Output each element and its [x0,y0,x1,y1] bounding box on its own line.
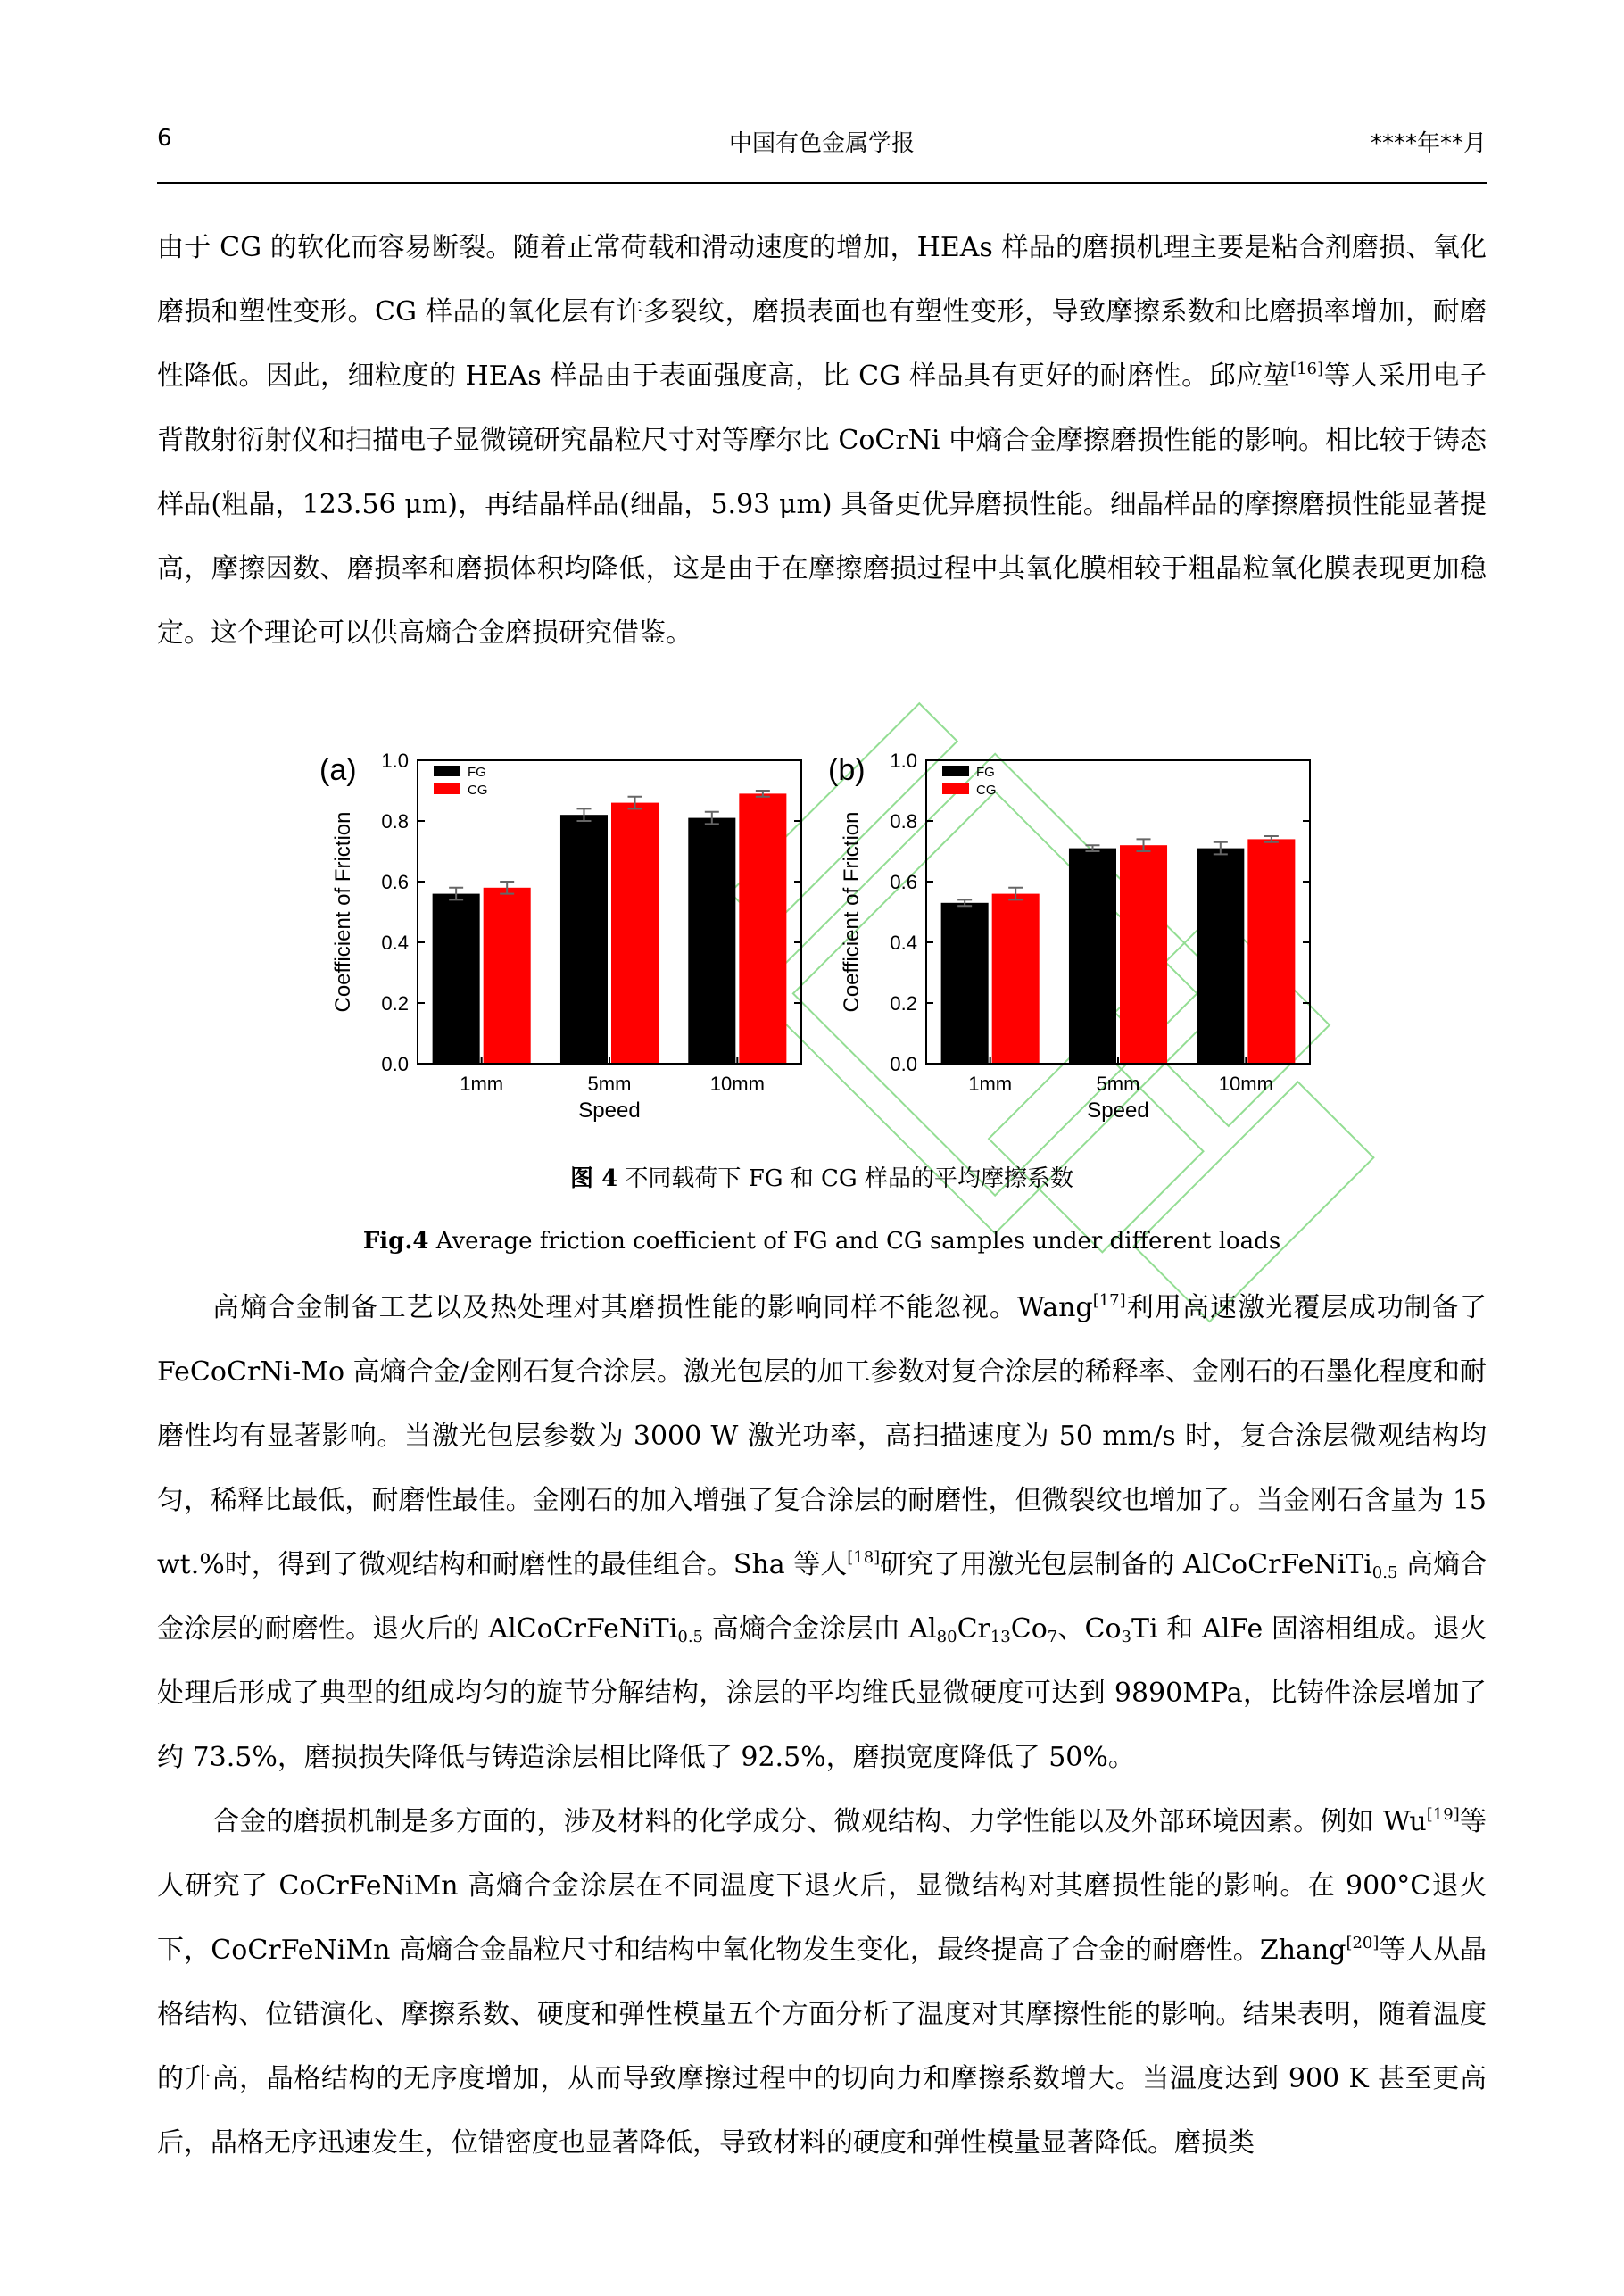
y-tick-label: 0.0 [381,1053,409,1075]
subscript: 0.5 [677,1628,704,1646]
figure-caption-en-text: Average friction coefficient of FG and CG samples under different loads [428,1228,1281,1255]
paragraph-2-text-a: 高熵合金制备工艺以及热处理对其磨损性能的影响同样不能忽视。Wang [212,1292,1093,1323]
y-tick-label: 0.6 [381,871,409,893]
panel-label: (a) [319,753,357,787]
paragraph-3-text-b: 等人研究了 CoCrFeNiMn 高熵合金涂层在不同温度下退火后，显微结构对其磨损性能的影响。在 900°C退火下，CoCrFeNiMn 高熵合金晶粒尺寸和结构中氧化物发生变化，最终提高了合金的耐磨性。Zhang [157,1806,1487,1966]
panel-label: (b) [828,753,866,787]
legend-swatch [942,783,969,794]
paragraph-2-text-f: Cr [957,1613,990,1645]
chart-panel-b [821,741,1330,1142]
legend-swatch [942,766,969,776]
bar [611,803,659,1064]
paragraph-1 [157,216,1487,666]
subscript: 13 [990,1628,1011,1646]
header-rule [157,182,1487,184]
x-axis-label: Speed [1087,1098,1149,1123]
bar [1247,839,1295,1064]
legend-label: FG [976,765,995,780]
y-tick-label: 0.2 [381,992,409,1015]
citation-20: [20] [1346,1934,1380,1952]
paragraph-3 [157,1790,1487,2176]
paragraph-2-text-c: 研究了用激光包层制备的 AlCoCrFeNiTi [880,1549,1372,1580]
y-tick-label: 0.0 [890,1053,917,1075]
legend-swatch [434,766,460,776]
journal-title: 中国有色金属学报 [728,130,915,157]
x-tick-label: 10mm [1218,1073,1273,1095]
bar [1197,849,1244,1064]
paragraph-2-text-e: 高熵合金涂层由 Al [703,1613,937,1645]
y-tick-label: 0.4 [890,932,917,954]
x-tick-label: 5mm [587,1073,632,1095]
y-axis-label: Coefficient of Friction [840,811,864,1013]
issue-date: ****年**月 [1370,130,1487,157]
y-tick-label: 0.2 [890,992,917,1015]
bar [941,903,989,1064]
paragraph-2 [157,1276,1487,1790]
y-tick-label: 0.8 [890,810,917,833]
figure-label-cn: 图 4 [570,1165,618,1192]
citation-16: [16] [1290,360,1324,378]
paragraph-2-text-b: 利用高速激光覆层成功制备了 FeCoCrNi-Mo 高熵合金/金刚石复合涂层。激光包层的加工参数对复合涂层的稀释率、金刚石的石墨化程度和耐磨性均有显著影响。当激光包层参数为 3000 W 激光功率，高扫描速度为 50 mm/s 时，复合涂层微观结构均匀，稀释比最低，耐磨性最佳。金刚石的加入增强了复合涂层的耐磨性，但微裂纹也增加了。当金刚石含量为 15 wt.%时，得到了微观结构和耐磨性的最佳组合。Sha 等人 [157,1292,1487,1580]
chart-panel-a [312,741,821,1142]
x-axis-label: Speed [578,1098,641,1123]
figure-4 [312,741,1330,1142]
legend-label: FG [468,765,486,780]
bar [739,793,786,1064]
subscript: 0.5 [1371,1563,1398,1582]
legend-label: CG [976,783,997,798]
citation-18: [18] [847,1548,881,1567]
x-tick-label: 10mm [709,1073,765,1095]
bar [688,818,735,1064]
paragraph-2-text-i: Ti 和 AlFe 固溶相组成。退火处理后形成了典型的组成均匀的旋节分解结构，涂层的平均维氏显微硬度可达到 9890MPa，比铸件涂层增加了约 73.5%，磨损损失降低与铸造涂层相比降低了 92.5%，磨损宽度降低了 50%。 [157,1613,1487,1773]
bar [433,894,480,1064]
citation-17: [17] [1092,1291,1126,1310]
y-tick-label: 1.0 [381,750,409,772]
x-tick-label: 1mm [460,1073,504,1095]
paragraph-1-text-b: 等人采用电子背散射衍射仪和扫描电子显微镜研究晶粒尺寸对等摩尔比 CoCrNi 中熵合金摩擦磨损性能的影响。相比较于铸态样品(粗晶，123.56 μm)，再结晶样品(细晶，5.93 μm) 具备更优异磨损性能。细晶样品的摩擦磨损性能显著提高，摩擦因数、磨损率和磨损体积均降低，这是由于在摩擦磨损过程中其氧化膜相较于粗晶粒氧化膜表现更加稳定。这个理论可以供高熵合金磨损研究借鉴。 [157,361,1487,649]
legend-label: CG [468,783,488,798]
figure-label-en: Fig.4 [362,1228,429,1255]
paragraph-3-text-c: 等人从晶格结构、位错演化、摩擦系数、硬度和弹性模量五个方面分析了温度对其摩擦性能的影响。结果表明，随着温度的升高，晶格结构的无序度增加，从而导致摩擦过程中的切向力和摩擦系数增大。当温度达到 900 K 甚至更高后，晶格无序迅速发生，位错密度也显著降低，导致材料的硬度和弹性模量显著降低。磨损类 [157,1935,1487,2159]
page-header [157,125,1487,161]
citation-19: [19] [1426,1805,1460,1824]
y-tick-label: 0.6 [890,871,917,893]
y-tick-label: 0.8 [381,810,409,833]
subscript: 3 [1121,1628,1131,1646]
paragraph-2-text-d: 高熵合金涂层的耐磨性。退火后的 AlCoCrFeNiTi [157,1549,1487,1645]
bar [1069,849,1116,1064]
figure-caption-cn-text: 不同载荷下 FG 和 CG 样品的平均摩擦系数 [617,1165,1073,1192]
x-tick-label: 1mm [968,1073,1013,1095]
paragraph-2-text-h: 、Co [1057,1613,1122,1645]
bar [992,894,1040,1064]
paragraph-3-text-a: 合金的磨损机制是多方面的，涉及材料的化学成分、微观结构、力学性能以及外部环境因素。例如 Wu [212,1806,1427,1837]
page-number: 6 [157,125,172,152]
y-axis-label: Coefficient of Friction [331,811,355,1013]
y-tick-label: 0.4 [381,932,409,954]
figure-caption-cn [157,1160,1487,1193]
paragraph-1-text-a: 由于 CG 的软化而容易断裂。随着正常荷载和滑动速度的增加，HEAs 样品的磨损机理主要是粘合剂磨损、氧化磨损和塑性变形。CG 样品的氧化层有许多裂纹，磨损表面也有塑性变形，导致摩擦系数和比磨损率增加，耐磨性降低。因此，细粒度的 HEAs 样品由于表面强度高，比 CG 样品具有更好的耐磨性。邱应堃 [157,232,1487,392]
bar [560,815,608,1064]
bar [484,888,531,1064]
bar [1120,845,1167,1064]
legend-swatch [434,783,460,794]
subscript: 7 [1047,1628,1058,1646]
y-tick-label: 1.0 [890,750,917,772]
subscript: 80 [936,1628,957,1646]
x-tick-label: 5mm [1096,1073,1140,1095]
paragraph-2-text-g: Co [1010,1613,1048,1645]
figure-caption-en [157,1228,1487,1255]
